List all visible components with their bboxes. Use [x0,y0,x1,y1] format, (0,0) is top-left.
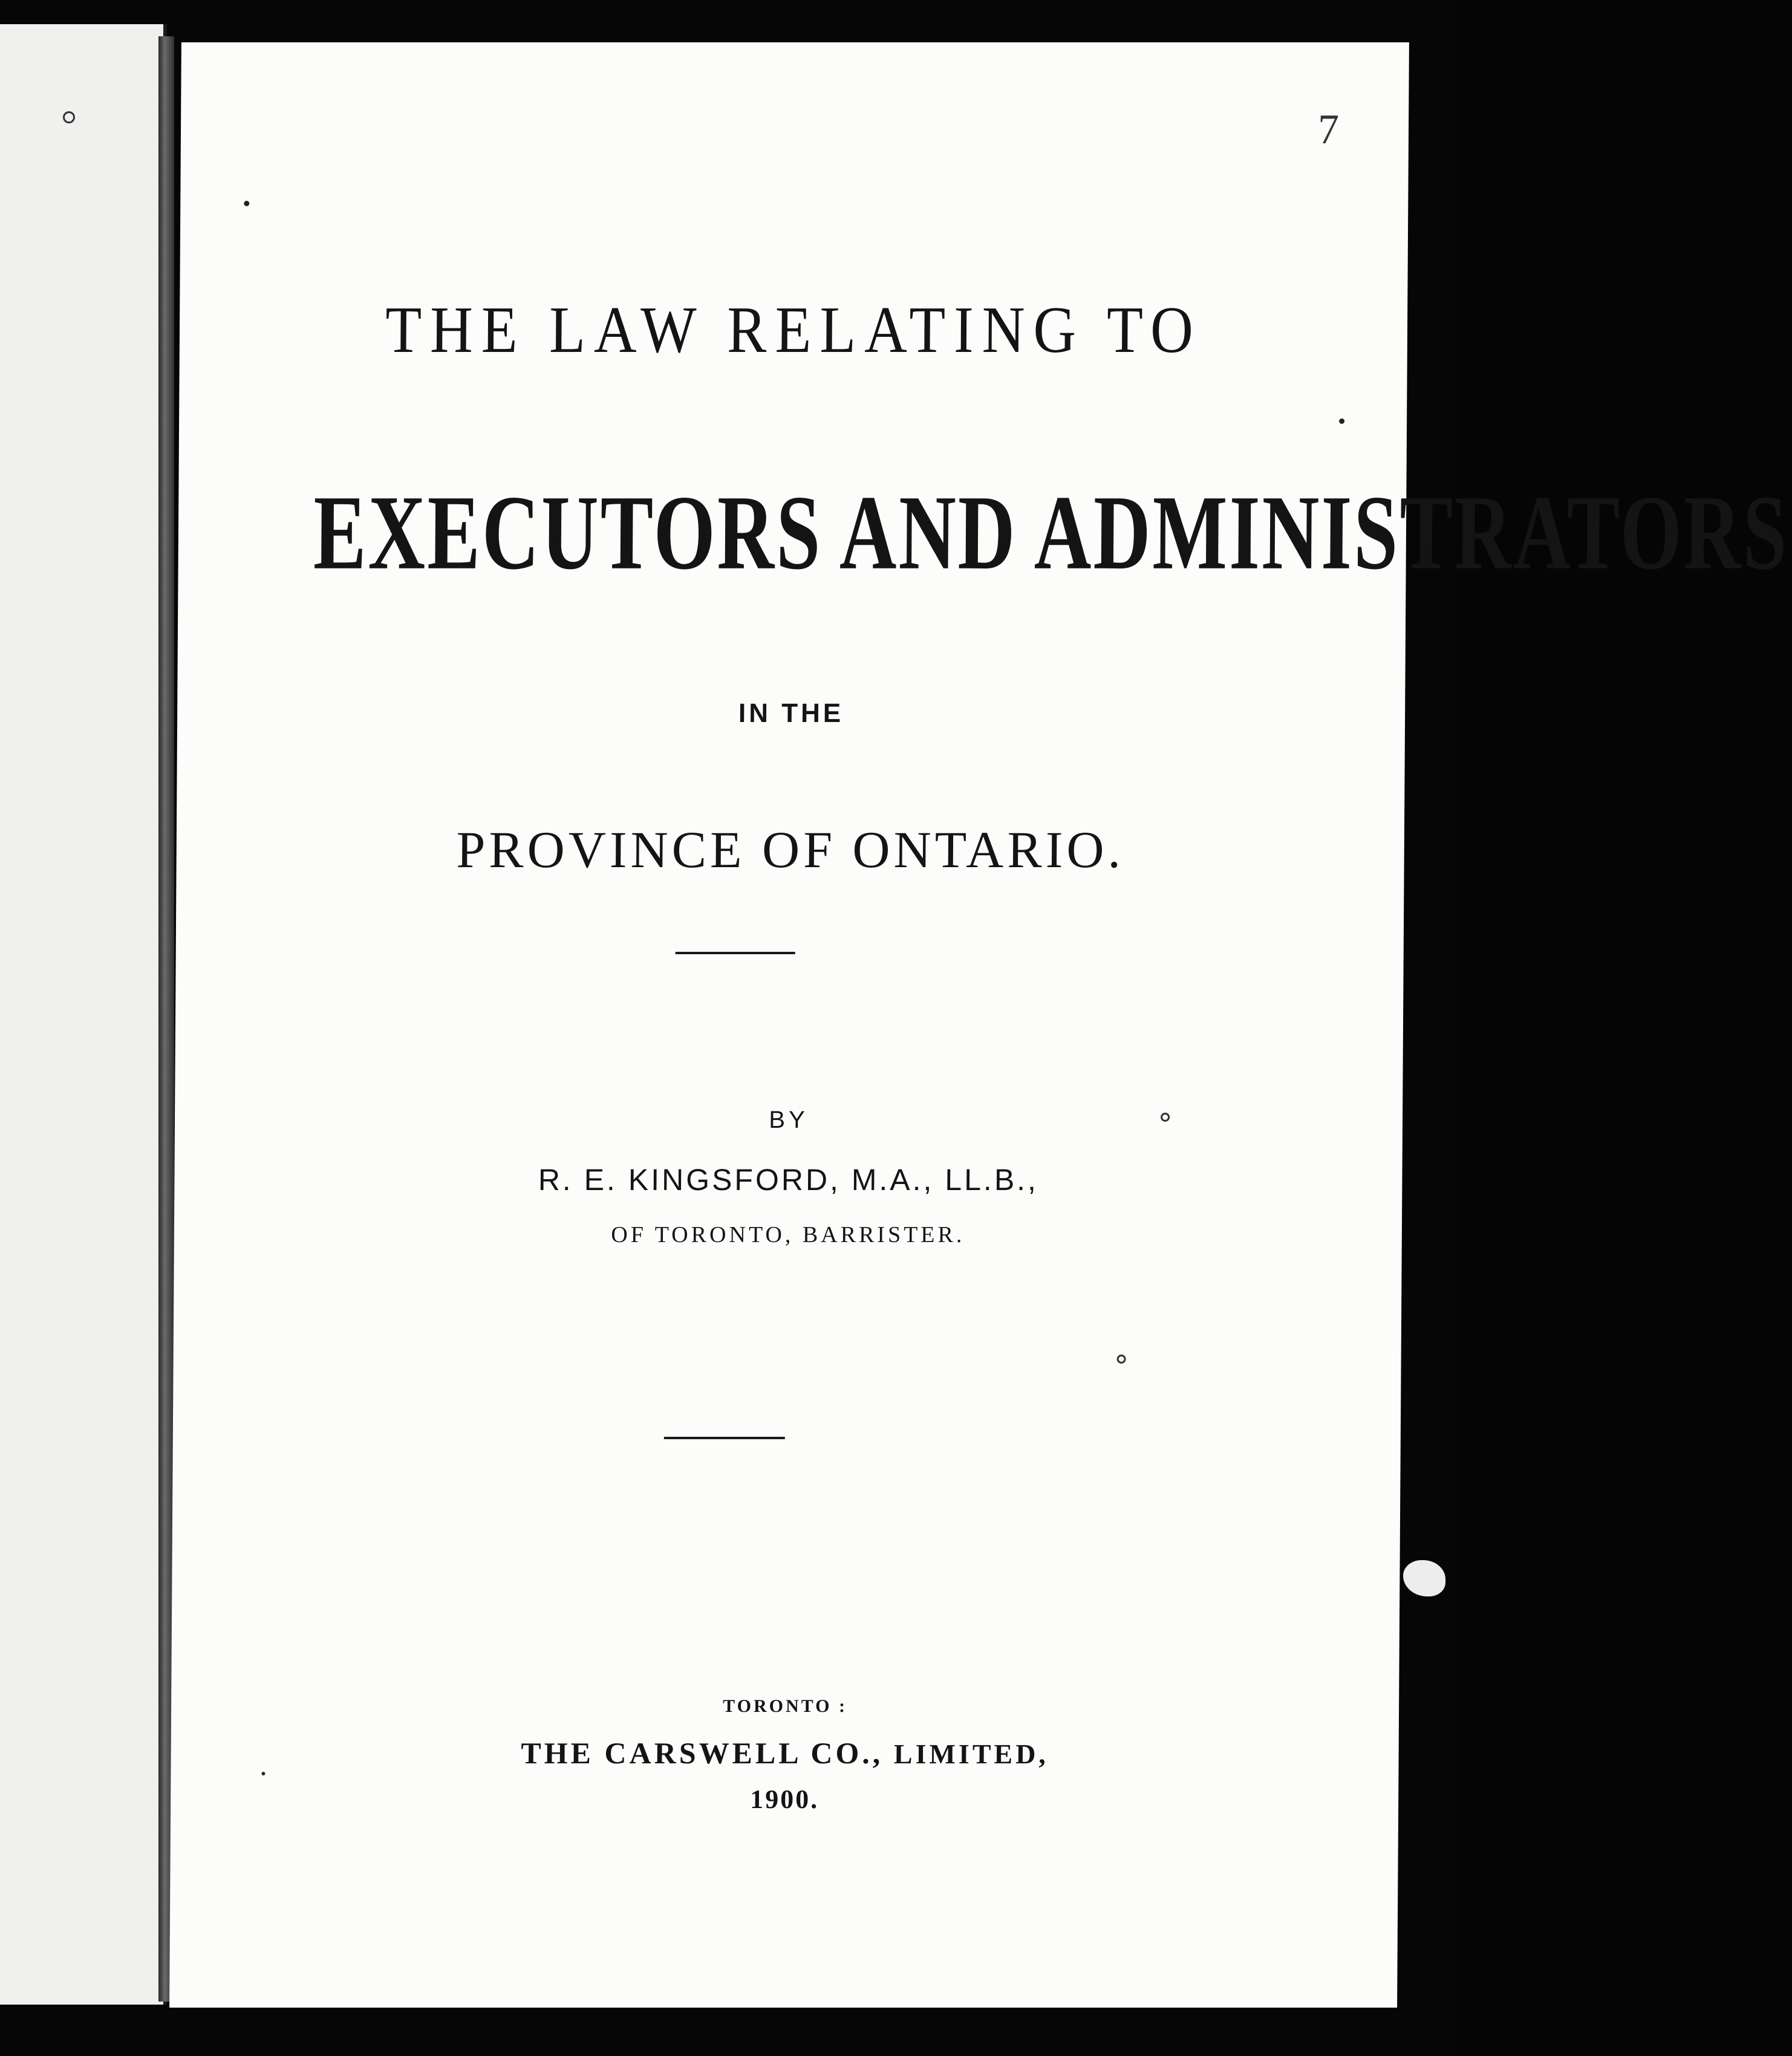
title-in-the: IN THE [738,698,844,728]
title-main: EXECUTORS AND ADMINISTRATORS [313,473,1790,592]
print-speck [261,1772,265,1775]
title-line-top: THE LAW RELATING TO [385,293,1202,367]
publisher-name: THE CARSWELL CO., [521,1736,884,1770]
publisher-line [171,1736,1398,1771]
by-label: BY [769,1107,809,1133]
print-speck [1339,418,1344,424]
ring-speck [1161,1113,1170,1122]
margin-pencil-mark: 7 [1317,106,1340,153]
title-page [169,42,1790,2008]
facing-page-edge [0,24,167,2005]
publication-year: 1900. [750,1784,819,1814]
publisher-suffix: LIMITED, [893,1739,1049,1769]
author-name: R. E. KINGSFORD, M.A., LL.B., [538,1163,1039,1197]
print-speck [244,201,249,206]
ring-speck [1117,1355,1126,1364]
ring-speck [63,111,75,123]
author-description: OF TORONTO, BARRISTER. [611,1222,965,1248]
divider-rule-upper [676,952,795,954]
publication-city: TORONTO : [723,1696,848,1716]
divider-rule-lower [664,1437,785,1439]
title-province: PROVINCE OF ONTARIO. [456,821,1125,879]
